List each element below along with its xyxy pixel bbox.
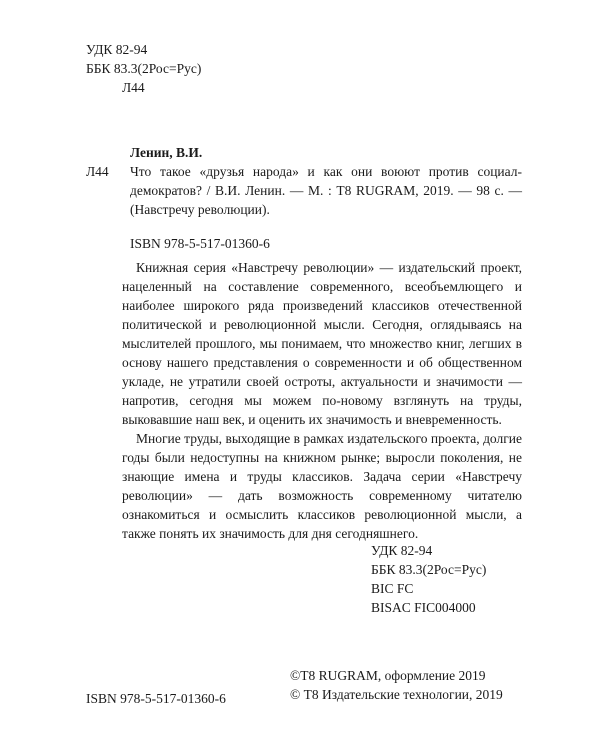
classification-codes	[371, 541, 486, 617]
copyright-tech: © Т8 Издательские технологии, 2019	[290, 687, 503, 702]
catalog-entry	[86, 143, 522, 267]
header-classification	[86, 40, 201, 97]
bbk-code: ББК 83.3(2Рос=Рус)	[86, 61, 202, 76]
catalog-cutter: Л44	[86, 164, 109, 179]
catalog-description-row	[86, 162, 522, 219]
author-name: Ленин, В.И.	[130, 145, 203, 160]
udk-code: УДК 82-94	[86, 42, 148, 57]
copyright-design: ©Т8 RUGRAM, оформление 2019	[290, 668, 486, 683]
annotation-paragraph-1: Книжная серия «Навстречу революции» — издательский проект, нацеленный на составление современного, всеобъемлющего и наиболее широкого ряда произведений классиков отечественной политической и революционной мысли. Сегодня, оглядываясь на мыслителей прошлого, мы понимаем, что множество книг, легших в основу нашего представления о современности и об общественном укладе, не утратили своей остроты, актуальности и значимости — напротив, сегодня мы можем по-новому взглянуть на труды, выковавшие наш век, и оценить их значимость и вневременность.	[122, 260, 522, 427]
catalog-description: Что такое «друзья народа» и как они воюют против социал-демократов? / В.И. Ленин. — М. : Т8 RUGRAM, 2019. — 98 с. — (Навстречу революции).	[130, 164, 522, 217]
footer-isbn: ISBN 978-5-517-01360-6	[86, 691, 226, 706]
bbk-code-bottom: ББК 83.3(2Рос=Рус)	[371, 562, 487, 577]
catalog-isbn: ISBN 978-5-517-01360-6	[130, 236, 270, 251]
bisac-code: BISAC FIC004000	[371, 600, 476, 615]
annotation-paragraph-2: Многие труды, выходящие в рамках издательского проекта, долгие годы были недоступны на книжном рынке; выросли поколения, не знающие имена и труды классиков. Задача серии «Навстречу революции» — дать возможность современному читателю ознакомиться и осмыслить классиков революционной мысли, а также понять их значимость для дня сегодняшнего.	[122, 431, 522, 541]
bic-code: BIC FC	[371, 581, 414, 596]
cutter-code: Л44	[122, 80, 145, 95]
copyright-block	[290, 666, 503, 704]
udk-code-bottom: УДК 82-94	[371, 543, 433, 558]
annotation	[122, 258, 522, 543]
